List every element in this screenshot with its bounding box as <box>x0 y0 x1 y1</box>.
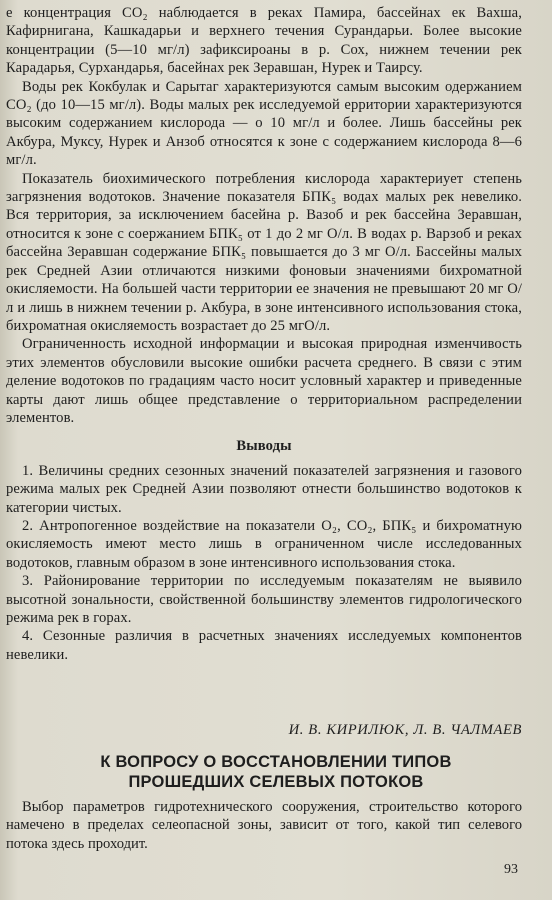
paragraph-limitations: Ограниченность исходной информации и высокая природная изменчивость этих элементов обусловили высокие ошибки расчета среднего. В связи с этим деление водотоков по градациям часто носит условный характер и приведенные карты дают лишь общее представление о территориальном распределении элементов. <box>6 336 522 426</box>
paragraph-oxygen-content: Воды рек Кокбулак и Сарытаг характеризуются самым высоким одержанием CO₂ (до 10—15 мг/л). Воды малых рек исследуемой ерритории характеризуются высоким содержанием кислорода — о 10 мг/л и более. Лишь бассейны рек Акбура, Муксу, Нурек и Анзоб относятся к зоне с содержанием кислорода 8—6 мг/л. <box>6 78 522 169</box>
article-intro <box>6 798 522 853</box>
conclusion-item: 3. Районирование территории по исследуемым показателям не выявило высотной зональности, свойственной большинству элементов гидрологического режима рек в горах. <box>6 573 522 626</box>
conclusions-list <box>6 462 522 664</box>
conclusions-heading: Выводы <box>236 438 292 455</box>
conclusion-item: 2. Антропогенное воздействие на показатели O₂, CO₂, БПК₅ и бихроматную окисляемость имеют место лишь в ограниченном числе исследованных водотоков, главным образом в зоне интенсивного использования стока. <box>6 517 522 571</box>
intro-paragraph: Выбор параметров гидротехнического сооружения, строительство которого намечено в пределах селеопасной зоны, зависит от того, какой тип селевого потока здесь проходит. <box>6 799 522 852</box>
previous-article-body <box>6 4 522 664</box>
paragraph-co2-concentration: е концентрация CO₂ наблюдается в реках Памира, бассейнах ек Вахша, Кафирнигана, Кашкадарьи и верхнего течения Сурандарьи. Более высокие концентрации (5—10 мг/л) зафиксироаны в р. Сох, нижнем течении рек Карадарья, Сурхандарья, басейнах рек Зеравшан, Нурек и Таирсу. <box>6 5 522 77</box>
article-title-line: К ВОПРОСУ О ВОССТАНОВЛЕНИИ ТИПОВ <box>100 753 452 771</box>
paragraph-bod5: Показатель биохимического потребления кислорода характериует степень загрязнения водотоков. Значение показателя БПК₅ водах малых рек невелико. Вся территория, за исключением басейна р. Вазоб и рек бассейна Зеравшан, относится к зоне с соержанием БПК₅ от 1 до 2 мг О/л. В водах р. Варзоб и реках бассейна Зеравшан содержание БПК₅ повышается до 3 мг О/л. Бассейны малых рек Средней Азии отличаются низкими фоновыи значениями бихроматной окисляемости. На большей части территории ее значения не превышают 20 мг О/л и лишь в нижнем течении р. Акбура, в зоне интенсивного использования стока, бихроматная окисляемость возрастает до 25 мгО/л. <box>6 170 522 334</box>
conclusion-item: 4. Сезонные различия в расчетных значениях исследуемых компонентов невелики. <box>6 628 522 663</box>
article-authors: И. В. КИРИЛЮК, Л. В. ЧАЛМАЕВ <box>288 722 522 738</box>
conclusion-item: 1. Величины средних сезонных значений показателей загрязнения и газового режима малых рек Средней Азии позволяют отнести большинство водотоков к категории чистых. <box>6 462 522 516</box>
article-title <box>40 752 512 792</box>
page-number: 93 <box>504 862 518 877</box>
article-title-line: ПРОШЕДШИХ СЕЛЕВЫХ ПОТОКОВ <box>128 773 424 791</box>
